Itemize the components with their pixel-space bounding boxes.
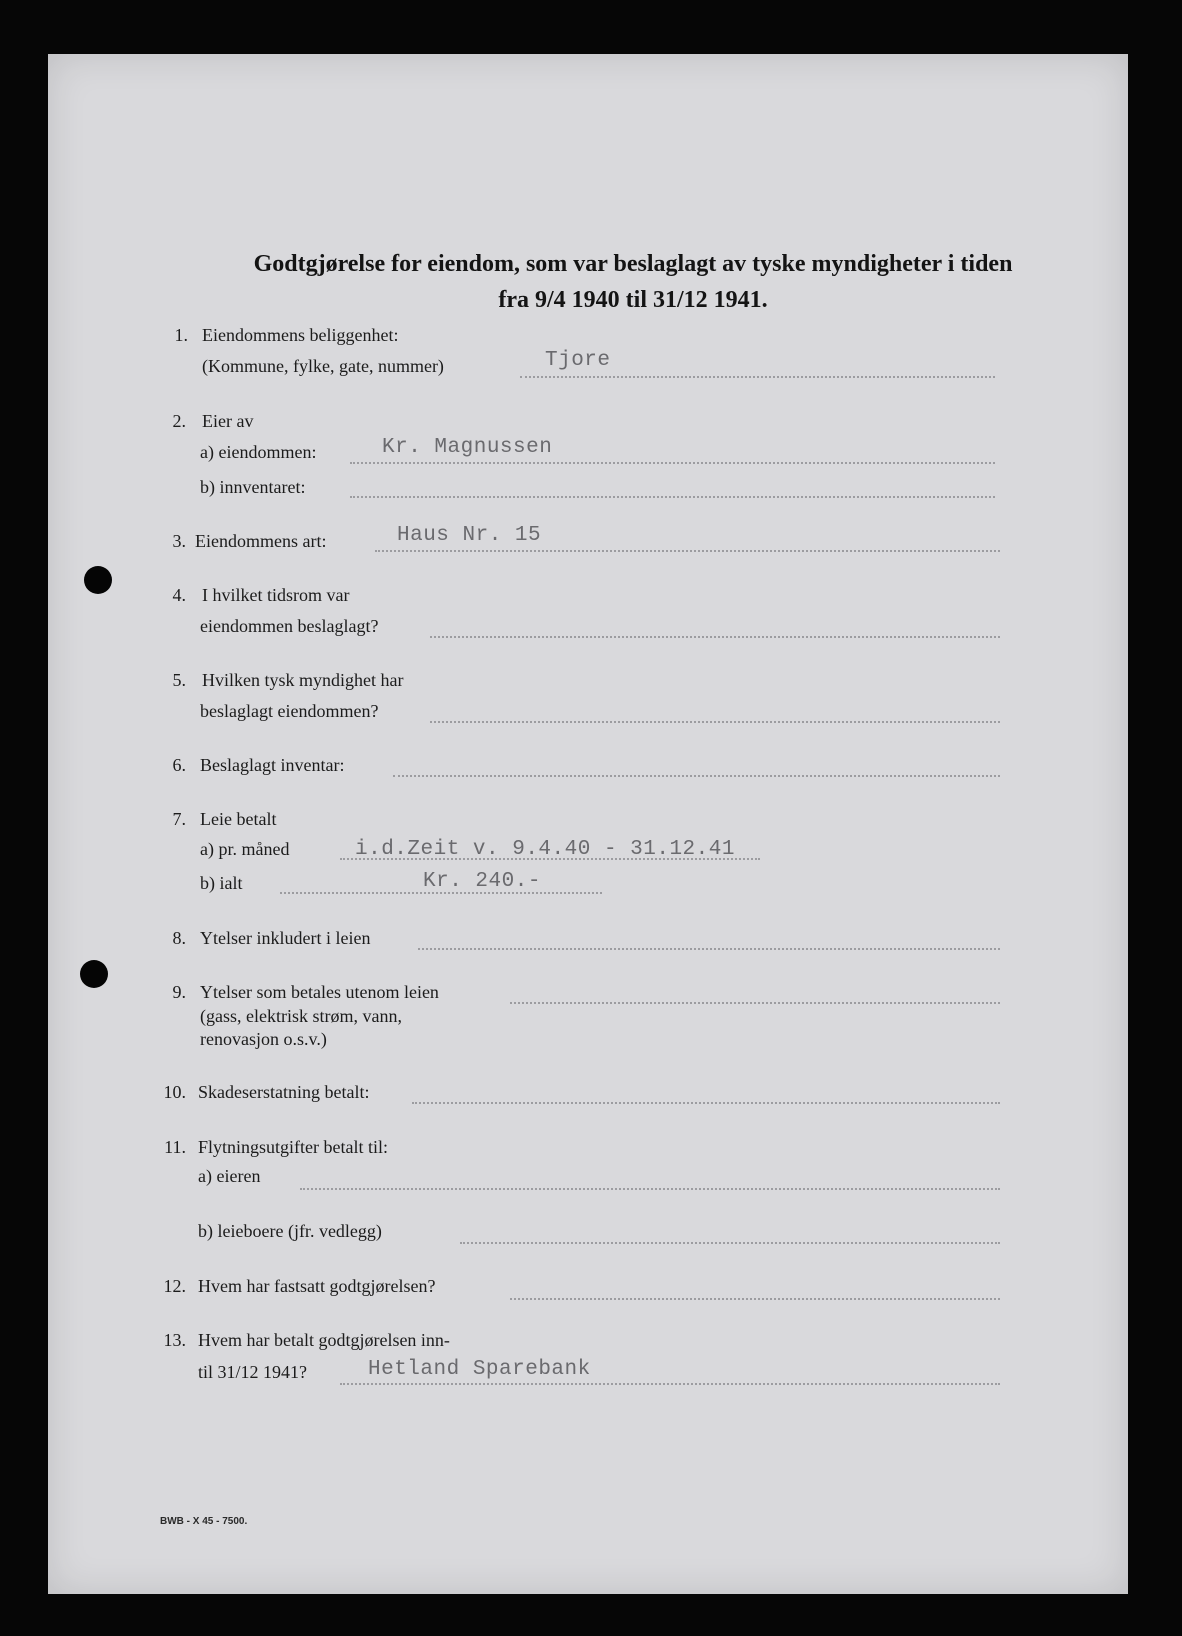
item-7b-value[interactable]: Kr. 240.- — [423, 870, 541, 893]
item-11b-line — [460, 1242, 1000, 1244]
item-10-number: 10. — [163, 1082, 186, 1102]
item-8-line — [418, 948, 1000, 950]
item-10-label: Skadeserstatning betalt: — [198, 1082, 370, 1102]
item-13-value[interactable]: Hetland Sparebank — [368, 1358, 591, 1381]
item-2a-line — [350, 462, 995, 464]
item-6-label: Beslaglagt inventar: — [200, 755, 345, 775]
item-8-label: Ytelser inkludert i leien — [200, 928, 371, 948]
item-11-label: Flytningsutgifter betalt til: — [198, 1137, 388, 1157]
item-9-label: Ytelser som betales utenom leien — [200, 982, 439, 1002]
item-13-line — [340, 1383, 1000, 1385]
printer-mark: BWB - X 45 - 7500. — [160, 1516, 248, 1527]
item-13-sublabel: til 31/12 1941? — [198, 1362, 307, 1382]
item-7b-label: b) ialt — [200, 873, 243, 893]
item-3-value[interactable]: Haus Nr. 15 — [397, 524, 542, 547]
item-11b-label: b) leieboere (jfr. vedlegg) — [198, 1221, 382, 1241]
item-9-sublabel-2: renovasjon o.s.v.) — [200, 1029, 327, 1049]
item-1-value[interactable]: Tjore — [545, 349, 611, 372]
item-2a-value[interactable]: Kr. Magnussen — [382, 436, 553, 459]
item-1-number: 1. — [174, 325, 188, 345]
item-8-number: 8. — [172, 928, 186, 948]
item-2b-line — [350, 496, 995, 498]
item-9-number: 9. — [172, 982, 186, 1002]
item-5-line — [430, 721, 1000, 723]
item-11a-line — [300, 1188, 1000, 1190]
form-title: Godtgjørelse for eiendom, som var beslaglagt av tyske myndigheter i tiden fra 9/4 1940 til 31/12 1941. — [253, 251, 1013, 313]
item-10-line — [412, 1102, 1000, 1104]
item-9-line — [510, 1002, 1000, 1004]
item-4-line — [430, 636, 1000, 638]
item-2-number: 2. — [172, 411, 186, 431]
item-11-number: 11. — [164, 1137, 186, 1157]
item-6-number: 6. — [172, 755, 186, 775]
item-7a-label: a) pr. måned — [200, 839, 290, 859]
item-2a-label: a) eiendommen: — [200, 442, 317, 462]
item-12-label: Hvem har fastsatt godtgjørelsen? — [198, 1276, 436, 1296]
item-2b-label: b) innventaret: — [200, 477, 306, 497]
item-4-sublabel: eiendommen beslaglagt? — [200, 616, 379, 636]
item-12-number: 12. — [163, 1276, 186, 1296]
item-5-sublabel: beslaglagt eiendommen? — [200, 701, 379, 721]
item-4-label: I hvilket tidsrom var — [202, 585, 350, 605]
punch-hole — [80, 960, 108, 988]
item-1-sublabel: (Kommune, fylke, gate, nummer) — [202, 356, 444, 376]
item-3-line — [375, 550, 1000, 552]
item-11a-label: a) eieren — [198, 1166, 261, 1186]
item-2-label: Eier av — [202, 411, 254, 431]
item-12-line — [510, 1298, 1000, 1300]
item-9-sublabel: (gass, elektrisk strøm, vann, — [200, 1006, 402, 1026]
item-13-label: Hvem har betalt godtgjørelsen inn- — [198, 1330, 450, 1350]
item-3-number: 3. — [172, 531, 186, 551]
item-7-label: Leie betalt — [200, 809, 277, 829]
item-1-line — [520, 376, 995, 378]
item-7-number: 7. — [172, 809, 186, 829]
item-5-label: Hvilken tysk myndighet har — [202, 670, 404, 690]
item-13-number: 13. — [163, 1330, 186, 1350]
item-5-number: 5. — [172, 670, 186, 690]
item-1-label: Eiendommens beliggenhet: — [202, 325, 399, 345]
item-6-line — [393, 775, 1000, 777]
item-4-number: 4. — [172, 585, 186, 605]
punch-hole — [84, 566, 112, 594]
item-3-label: Eiendommens art: — [195, 531, 327, 551]
item-7a-value[interactable]: i.d.Zeit v. 9.4.40 - 31.12.41 — [355, 838, 735, 861]
